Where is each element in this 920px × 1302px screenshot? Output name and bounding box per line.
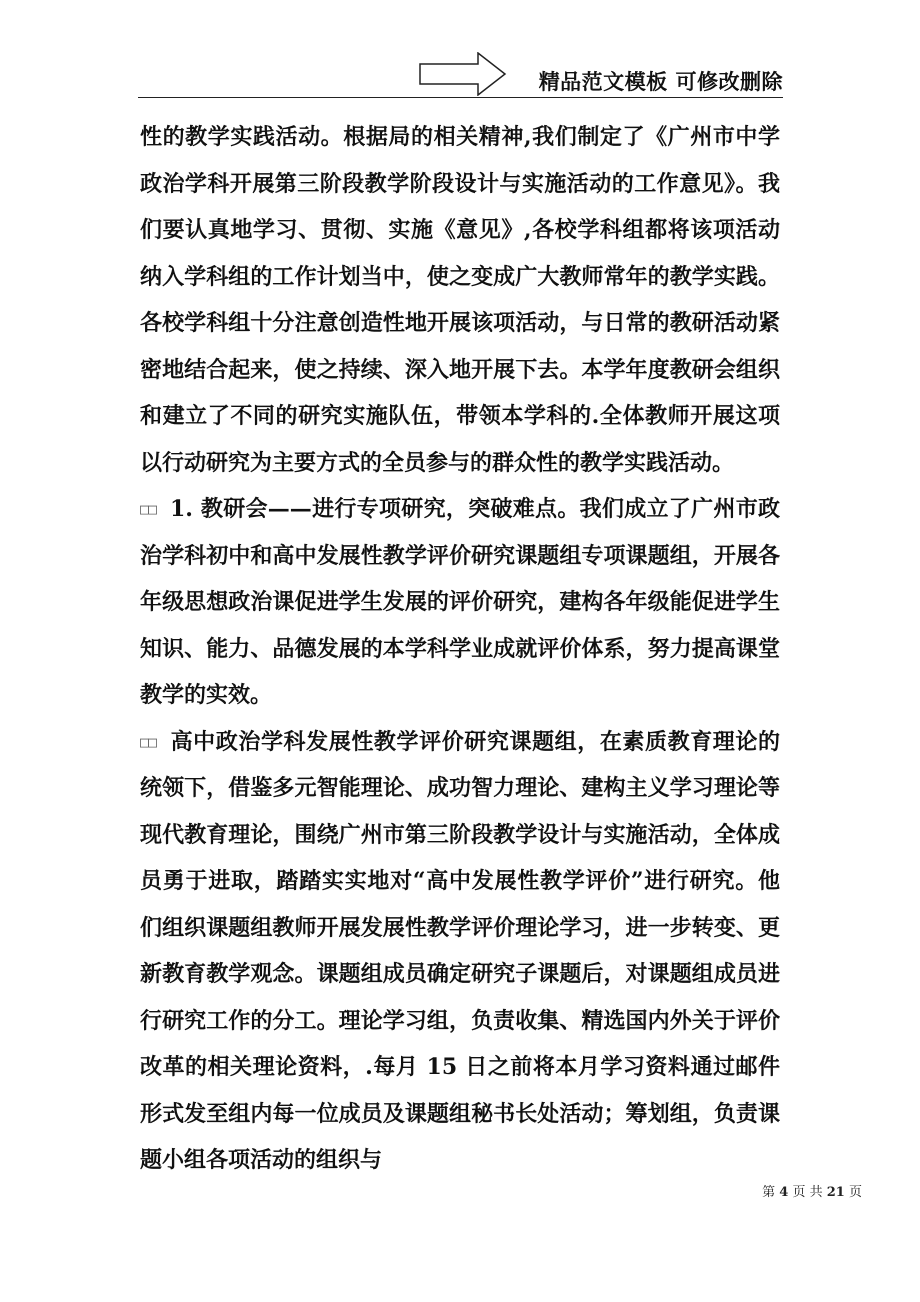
- footer-suffix: 页: [848, 1185, 862, 1200]
- total-page-count: 21: [826, 1185, 845, 1200]
- header-divider: [138, 97, 783, 98]
- document-body: [140, 114, 780, 1184]
- arrow-right-icon: [419, 52, 507, 96]
- page-footer: [762, 1181, 862, 1200]
- paragraph-text: 1. 教研会——进行专项研究，突破难点。我们成立了广州市政治学科初中和高中发展性教学评价研究课题组专项课题组，开展各年级思想政治课促进学生发展的评价研究，建构各年级能促进学生知识、能力、品德发展的本学科学业成就评价体系，努力提高课堂教学的实效。: [140, 496, 780, 708]
- page-header: [138, 52, 783, 98]
- indent-marker: □□: [140, 500, 157, 518]
- current-page-number: 4: [779, 1185, 789, 1200]
- footer-middle: 页 共: [792, 1185, 823, 1200]
- header-title: 精品范文模板 可修改删除: [538, 70, 783, 94]
- paragraph-text: 性的教学实践活动。根据局的相关精神,我们制定了《广州市中学政治学科开展第三阶段教学阶段设计与实施活动的工作意见》。我们要认真地学习、贯彻、实施《意见》,各校学科组都将该项活动纳入学科组的工作计划当中，使之变成广大教师常年的教学实践。各校学科组十分注意创造性地开展该项活动，与日常的教研活动紧密地结合起来，使之持续、深入地开展下去。本学年度教研会组织和建立了不同的研究实施队伍，带领本学科的.全体教师开展这项以行动研究为主要方式的全员参与的群众性的教学实践活动。: [140, 124, 780, 476]
- footer-prefix: 第: [762, 1185, 776, 1200]
- paragraph-1: [140, 114, 780, 486]
- paragraph-3: [140, 719, 780, 1184]
- paragraph-text: 高中政治学科发展性教学评价研究课题组，在素质教育理论的统领下，借鉴多元智能理论、成功智力理论、建构主义学习理论等现代教育理论，围绕广州市第三阶段教学设计与实施活动，全体成员勇于进取，踏踏实实地对“高中发展性教学评价”进行研究。他们组织课题组教师开展发展性教学评价理论学习，进一步转变、更新教育教学观念。课题组成员确定研究子课题后，对课题组成员进行研究工作的分工。理论学习组，负责收集、精选国内外关于评价改革的相关理论资料，.每月 15 日之前将本月学习资料通过邮件形式发至组内每一位成员及课题组秘书长处活动；筹划组，负责课题小组各项活动的组织与: [140, 728, 780, 1173]
- indent-marker: □□: [140, 732, 157, 751]
- paragraph-2: [140, 486, 780, 719]
